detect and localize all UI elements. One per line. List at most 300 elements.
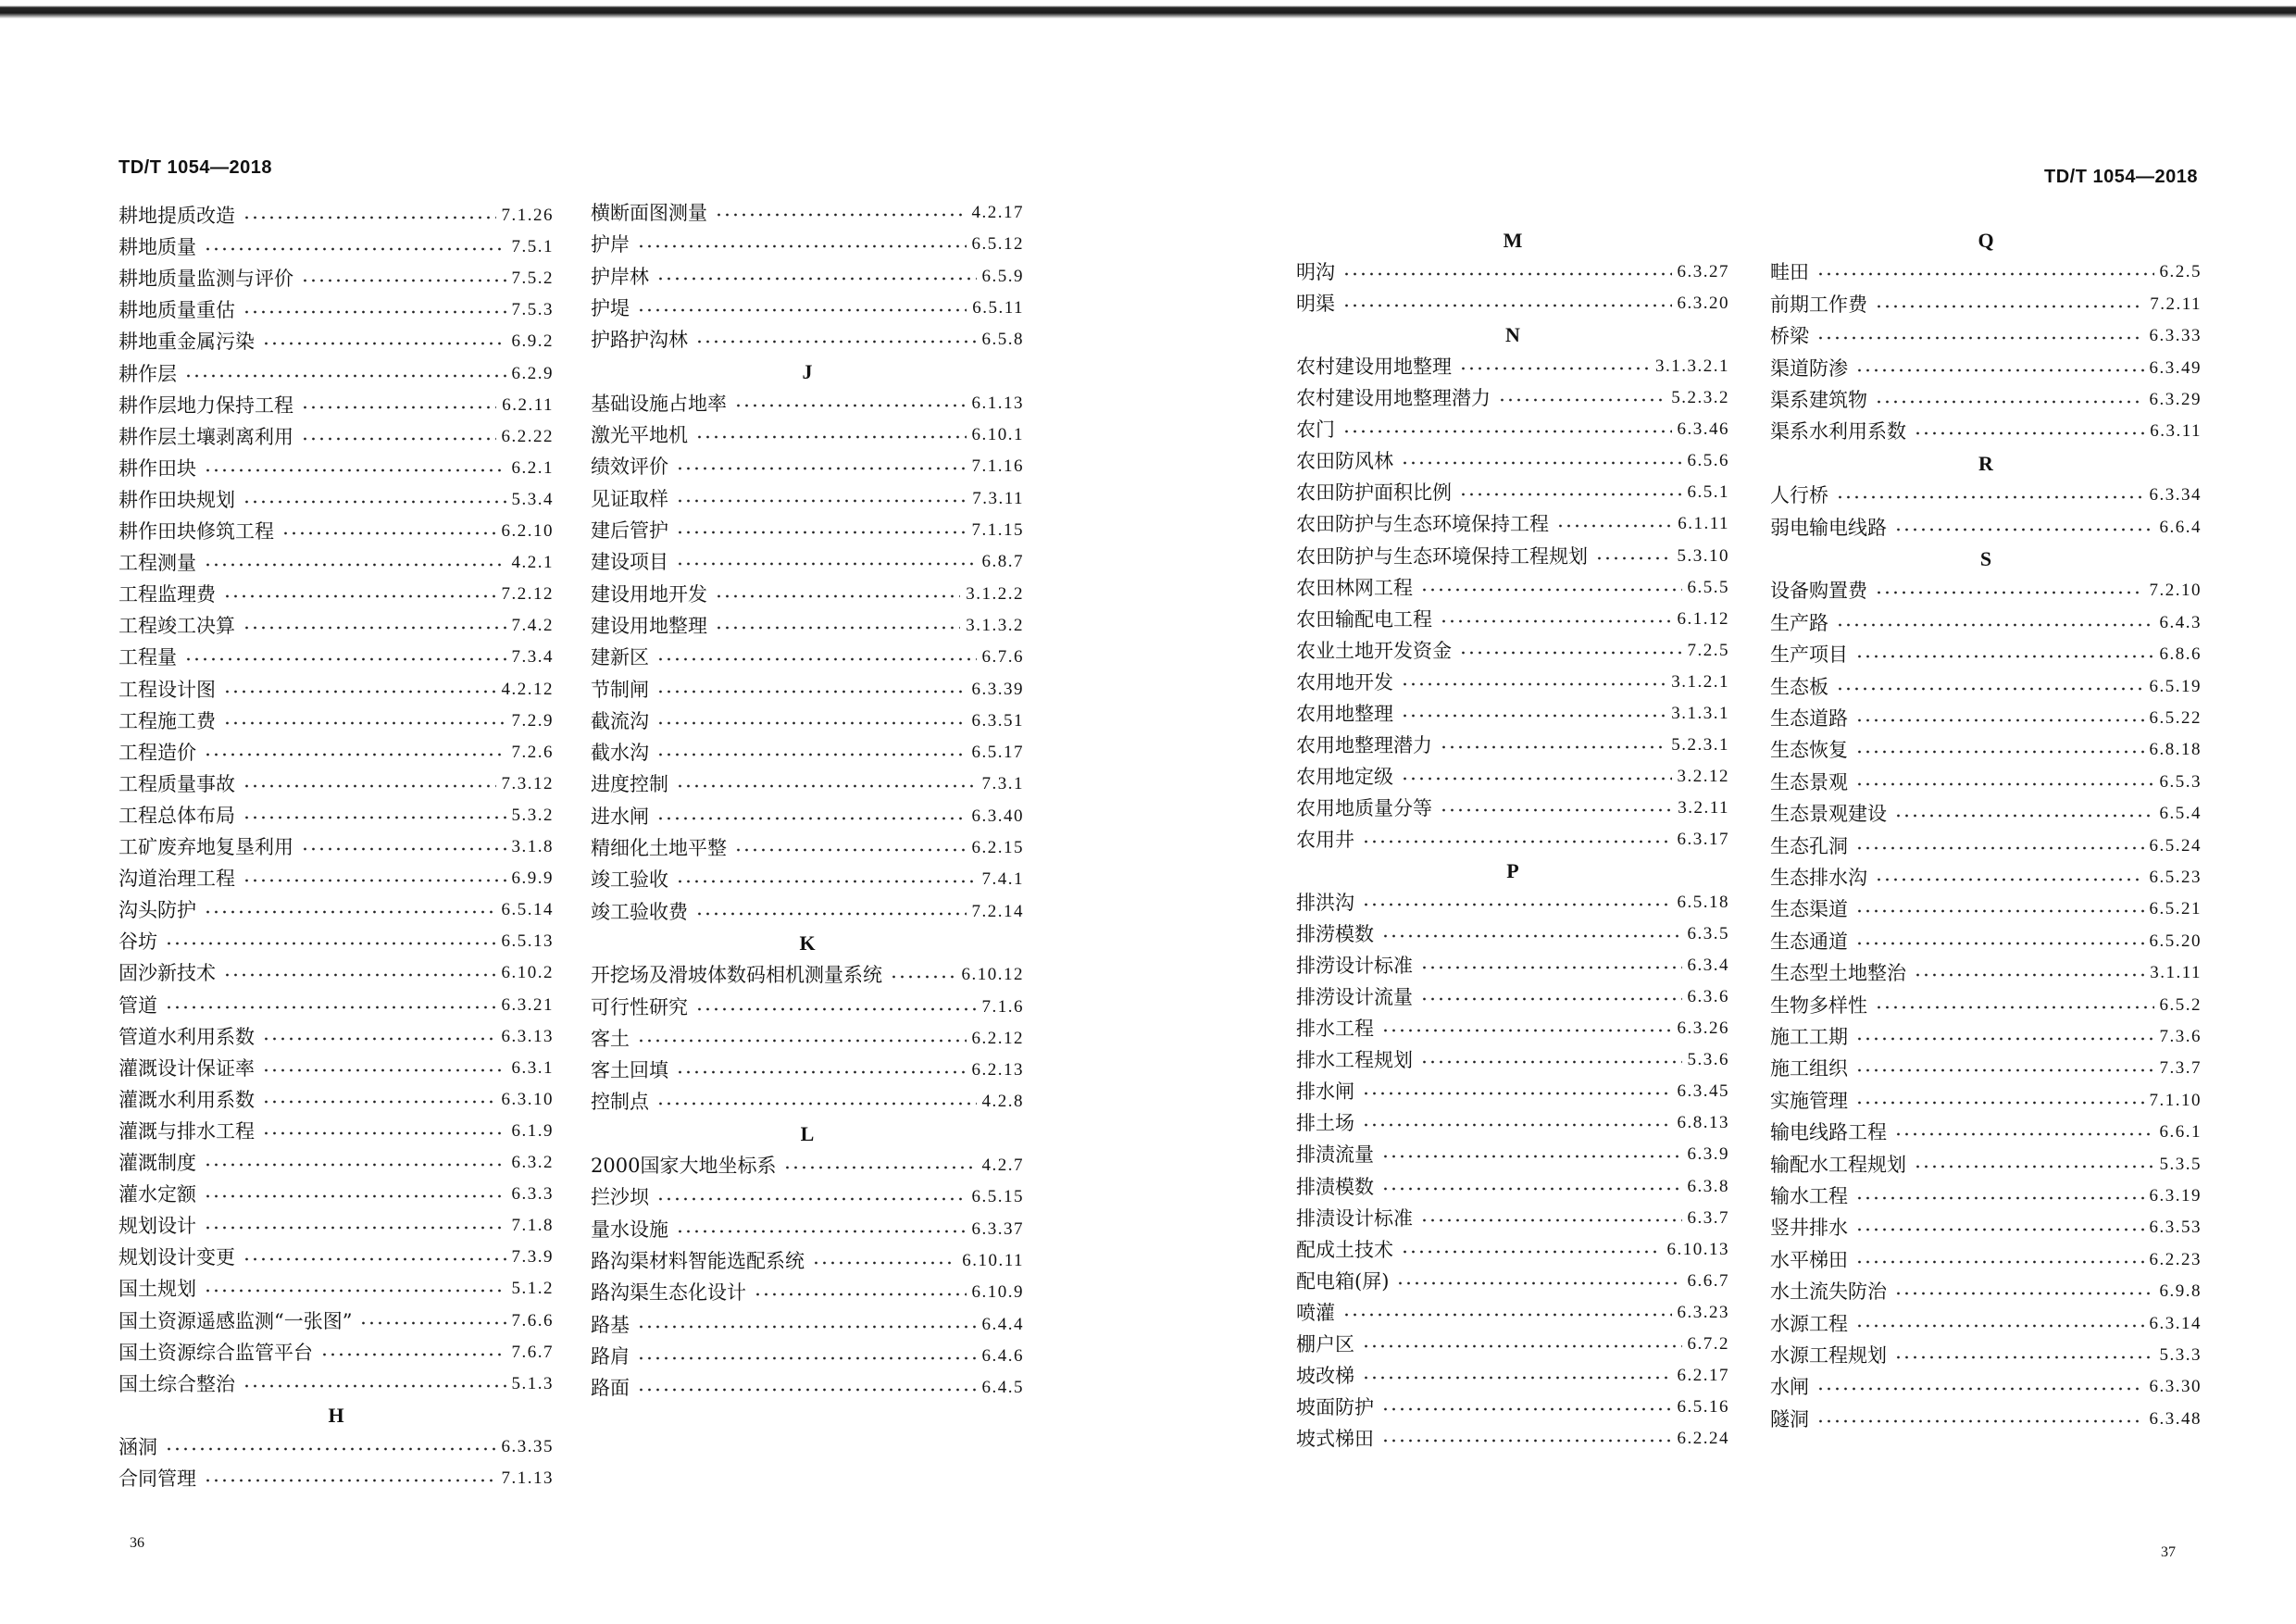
index-term: 输水工程: [1770, 1185, 1848, 1207]
dot-leader: [204, 1477, 496, 1484]
index-term: 路沟渠生态化设计: [591, 1281, 746, 1305]
index-entry: [1296, 1392, 1729, 1423]
section-reference: 6.9.9: [511, 868, 554, 889]
dot-leader: [656, 815, 967, 822]
index-term: 合同管理: [119, 1468, 196, 1490]
index-entry: [119, 800, 554, 831]
index-entry: [119, 453, 554, 484]
index-entry: [591, 451, 1024, 482]
dot-leader: [1855, 1194, 2144, 1202]
index-term: 农用井: [1296, 828, 1354, 851]
dot-leader: [243, 877, 506, 884]
dot-leader: [715, 211, 967, 219]
section-reference: 5.3.4: [511, 489, 554, 509]
dot-leader: [204, 1224, 506, 1231]
index-term: 工程竣工决算: [119, 615, 235, 638]
index-entry: [591, 992, 1024, 1023]
index-entry: [119, 1242, 554, 1273]
index-term: 2000国家大地坐标系: [591, 1155, 777, 1177]
section-reference: 6.5.15: [971, 1187, 1024, 1207]
index-term: 沟头防护: [119, 899, 196, 922]
dot-leader: [243, 498, 506, 506]
index-term: 畦田: [1770, 261, 1809, 284]
index-term: 坡改梯: [1296, 1364, 1354, 1387]
index-term: 耕作层: [119, 362, 177, 385]
section-reference: 6.3.46: [1677, 419, 1729, 440]
index-term: 精细化土地平整: [591, 837, 727, 859]
section-reference: 6.3.53: [2149, 1218, 2202, 1238]
index-term: 路面: [591, 1377, 630, 1400]
section-reference: 6.8.7: [981, 552, 1024, 572]
index-entry: [119, 1021, 554, 1053]
section-reference: 6.2.10: [501, 521, 554, 541]
section-reference: 6.5.6: [1687, 451, 1729, 471]
section-reference: 6.3.45: [1677, 1081, 1729, 1102]
dot-leader: [204, 1193, 506, 1200]
dot-leader: [204, 561, 506, 568]
index-entry: [1296, 1107, 1729, 1139]
section-reference: 6.9.8: [2159, 1281, 2202, 1302]
index-term: 渠系水利用系数: [1770, 420, 1906, 443]
dot-leader: [1440, 806, 1672, 814]
section-reference: 6.5.19: [2149, 676, 2202, 696]
index-term: 灌溉水利用系数: [119, 1088, 255, 1111]
section-reference: 6.3.26: [1677, 1018, 1729, 1039]
dot-leader: [1440, 743, 1666, 751]
index-term: 排渍模数: [1296, 1175, 1374, 1198]
index-entry: [1296, 918, 1729, 950]
dot-leader: [1362, 1374, 1672, 1381]
dot-leader: [754, 1291, 967, 1298]
section-reference: 6.3.21: [501, 994, 554, 1015]
index-term: 耕作田块修筑工程: [119, 520, 274, 543]
dot-leader: [204, 245, 506, 253]
index-entry: [1296, 635, 1729, 667]
index-term: 耕作层地力保持工程: [119, 394, 293, 417]
index-entry: [591, 546, 1024, 578]
index-entry: [1296, 981, 1729, 1013]
dot-leader: [1401, 459, 1682, 467]
index-term: 国土规划: [119, 1278, 196, 1301]
index-term: 护堤: [591, 296, 630, 319]
section-reference: 5.1.3: [511, 1373, 554, 1393]
index-entry: [119, 200, 554, 231]
dot-leader: [695, 433, 967, 441]
section-reference: 6.8.6: [2159, 644, 2202, 665]
index-entry: [591, 229, 1024, 260]
index-entry: [119, 674, 554, 706]
dot-leader: [695, 338, 977, 345]
index-entry: [1770, 1181, 2202, 1212]
index-term: 水源工程: [1770, 1312, 1848, 1335]
index-entry: [1770, 353, 2202, 384]
section-reference: 6.2.5: [2159, 262, 2202, 282]
index-term: 农田防护与生态环境保持工程: [1296, 513, 1549, 536]
index-term: 工程设计图: [119, 678, 216, 701]
index-term: 生态通道: [1770, 930, 1848, 953]
index-entry: [1770, 320, 2202, 352]
index-term: 规划设计: [119, 1215, 196, 1238]
dot-leader: [301, 435, 496, 443]
section-reference: 6.2.13: [971, 1060, 1024, 1081]
index-entry: [119, 863, 554, 894]
section-reference: 6.2.24: [1677, 1428, 1729, 1448]
section-reference: 6.2.15: [971, 838, 1024, 857]
index-term: 耕地质量重估: [119, 299, 235, 322]
index-term: 农村建设用地整理: [1296, 356, 1452, 379]
index-entry: [591, 197, 1024, 229]
dot-leader: [676, 529, 967, 536]
section-reference: 6.6.7: [1687, 1270, 1729, 1291]
index-term: 工程量: [119, 646, 177, 669]
section-reference: 6.8.13: [1677, 1113, 1729, 1133]
dot-leader: [1362, 1121, 1672, 1129]
section-reference: 6.1.9: [511, 1120, 554, 1141]
section-letter: Q: [1978, 229, 1994, 252]
index-term: 工程质量事故: [119, 772, 235, 795]
section-reference: 7.2.6: [511, 742, 554, 762]
dot-leader: [1855, 844, 2144, 852]
dot-leader: [1401, 681, 1666, 688]
index-term: 生物多样性: [1770, 993, 1867, 1017]
index-entry: [591, 579, 1024, 610]
dot-leader: [1914, 971, 2144, 979]
index-entry: [591, 674, 1024, 706]
dot-leader: [1855, 367, 2144, 374]
section-reference: 6.10.11: [962, 1250, 1024, 1270]
dot-leader: [656, 688, 967, 695]
index-term: 生态景观: [1770, 770, 1848, 793]
index-term: 建后管护: [591, 519, 668, 542]
section-reference: 6.3.10: [501, 1089, 554, 1109]
dot-leader: [1914, 1163, 2154, 1170]
section-reference: 7.2.12: [501, 584, 554, 605]
index-term: 农村建设用地整理潜力: [1296, 387, 1491, 410]
index-term: 工矿废弃地复垦利用: [119, 836, 293, 858]
index-term: 激光平地机: [591, 424, 688, 447]
index-entry: [119, 516, 554, 547]
dot-leader: [204, 1161, 506, 1168]
section-reference: 6.3.29: [2149, 390, 2202, 409]
section-reference: 5.2.3.2: [1671, 388, 1729, 408]
section-reference: 3.2.11: [1678, 797, 1729, 818]
section-reference: 6.3.17: [1677, 829, 1729, 849]
section-reference: 5.3.3: [2159, 1345, 2202, 1365]
index-term: 渠道防渗: [1770, 356, 1848, 380]
index-term: 工程施工费: [119, 709, 216, 732]
index-entry: [119, 263, 554, 294]
left-page-header: TD/T 1054—2018: [119, 157, 272, 178]
index-entry: [1296, 950, 1729, 981]
dot-leader: [1855, 940, 2144, 947]
section-reference: 7.1.8: [511, 1216, 554, 1236]
section-reference: 6.3.49: [2149, 357, 2202, 378]
section-reference: 5.3.5: [2159, 1154, 2202, 1174]
index-term: 农用地定级: [1296, 765, 1393, 788]
section-reference: 6.5.23: [2149, 868, 2202, 887]
dot-leader: [204, 908, 496, 916]
section-reference: 6.5.8: [981, 330, 1024, 350]
index-entry: [1770, 416, 2202, 447]
index-entry: [1770, 512, 2202, 543]
dot-leader: [1836, 621, 2154, 629]
index-term: 建设用地开发: [591, 582, 707, 606]
index-entry: [119, 1463, 554, 1494]
index-term: 生态孔洞: [1770, 834, 1848, 857]
index-term: 排土场: [1296, 1112, 1354, 1135]
dot-leader: [1342, 302, 1672, 309]
dot-leader: [1362, 838, 1672, 845]
section-reference: 6.5.21: [2149, 899, 2202, 919]
index-entry: [1770, 480, 2202, 511]
index-entry: [1770, 1244, 2202, 1276]
scan-top-edge: [0, 0, 2296, 20]
index-term: 耕作层土壤剥离利用: [119, 425, 293, 448]
section-reference: 6.3.37: [971, 1218, 1024, 1239]
index-term: 量水设施: [591, 1218, 668, 1241]
index-term: 实施管理: [1770, 1089, 1848, 1112]
index-entry: [1770, 1021, 2202, 1053]
section-reference: 7.1.6: [981, 996, 1024, 1017]
index-term: 护路护沟林: [591, 329, 688, 352]
section-reference: 6.3.51: [971, 710, 1024, 731]
index-entry: [1296, 508, 1729, 540]
section-reference: 6.5.4: [2159, 804, 2202, 824]
section-reference: 7.3.12: [501, 773, 554, 793]
index-term: 耕地质量监测与评价: [119, 268, 293, 291]
index-entry: [1296, 1234, 1729, 1266]
index-entry: [119, 610, 554, 642]
section-reference: 6.4.4: [981, 1314, 1024, 1334]
section-letter: P: [1506, 859, 1519, 882]
index-entry: [1296, 1171, 1729, 1203]
index-term: 生产项目: [1770, 643, 1848, 667]
section-reference: 4.2.1: [511, 553, 554, 573]
dot-leader: [1816, 1385, 2144, 1393]
index-entry: [1296, 1266, 1729, 1297]
index-term: 进度控制: [591, 773, 668, 796]
dot-leader: [1420, 586, 1682, 593]
dot-leader: [1875, 398, 2144, 406]
index-term: 水平梯田: [1770, 1248, 1848, 1271]
index-entry: [591, 1341, 1024, 1372]
section-letter: J: [802, 359, 813, 383]
section-reference: 6.3.8: [1687, 1176, 1729, 1196]
index-entry: [119, 547, 554, 579]
index-term: 排涝设计流量: [1296, 986, 1413, 1009]
index-term: 管道水利用系数: [119, 1025, 255, 1048]
section-reference: 7.1.10: [2149, 1090, 2202, 1110]
index-entry: [119, 390, 554, 421]
dot-leader: [1342, 1311, 1672, 1318]
section-reference: 6.10.12: [961, 965, 1024, 985]
section-letter: K: [799, 931, 816, 955]
index-term: 建设项目: [591, 551, 668, 574]
dot-leader: [1855, 1099, 2144, 1106]
section-reference: 6.2.1: [511, 457, 554, 478]
index-term: 喷灌: [1296, 1301, 1335, 1324]
right-page-header: TD/T 1054—2018: [2044, 167, 2198, 187]
dot-leader: [656, 656, 977, 663]
index-term: 工程监理费: [119, 583, 216, 606]
index-entry: [591, 1181, 1024, 1213]
index-term: 涵洞: [119, 1435, 157, 1458]
section-reference: 6.3.19: [2149, 1186, 2202, 1206]
index-term: 灌溉制度: [119, 1152, 196, 1174]
section-reference: 7.2.11: [2150, 294, 2202, 314]
index-entry: [591, 959, 1024, 991]
index-term: 谷坊: [119, 931, 157, 954]
index-term: 排渍流量: [1296, 1143, 1374, 1167]
index-entry: [1296, 1203, 1729, 1234]
section-reference: 6.5.2: [2159, 994, 2202, 1015]
index-entry: [119, 1368, 554, 1400]
dot-leader: [1855, 1067, 2154, 1074]
index-entry: [1296, 1423, 1729, 1455]
index-entry: [1296, 1139, 1729, 1170]
index-term: 坡面防护: [1296, 1395, 1374, 1418]
section-reference: 7.1.26: [501, 206, 554, 225]
section-reference: 6.3.4: [1687, 956, 1729, 976]
section-reference: 6.10.9: [971, 1282, 1024, 1303]
index-term: 耕地提质改造: [119, 205, 235, 227]
index-term: 棚户区: [1296, 1332, 1354, 1355]
section-reference: 6.3.30: [2149, 1377, 2202, 1397]
index-entry: [119, 1273, 554, 1305]
dot-leader: [1498, 396, 1666, 404]
index-entry: [119, 1337, 554, 1368]
dot-leader: [637, 1355, 977, 1362]
dot-leader: [184, 656, 506, 663]
index-entry: [119, 421, 554, 453]
index-entry: [1770, 1085, 2202, 1117]
index-term: 灌水定额: [119, 1183, 196, 1206]
index-entry: [1770, 256, 2202, 288]
dot-leader: [715, 593, 960, 600]
dot-leader: [204, 1287, 506, 1294]
dot-leader: [1855, 1322, 2144, 1330]
index-entry: [119, 1084, 554, 1116]
index-entry: [1770, 1117, 2202, 1148]
index-term: 弱电输电线路: [1770, 516, 1887, 539]
section-reference: 6.5.3: [2159, 771, 2202, 792]
section-reference: 6.5.20: [2149, 931, 2202, 951]
dot-leader: [262, 340, 506, 347]
index-entry: [1770, 289, 2202, 320]
index-entry: [119, 642, 554, 673]
index-term: 截流沟: [591, 709, 649, 732]
section-letter: M: [1503, 229, 1523, 252]
section-reference: 6.3.23: [1677, 1302, 1729, 1322]
dot-leader: [1894, 1290, 2154, 1297]
index-entry: [119, 957, 554, 989]
index-entry: [119, 358, 554, 390]
section-reference: 6.3.6: [1687, 987, 1729, 1007]
index-term: 农田输配电工程: [1296, 607, 1432, 631]
section-letter: N: [1505, 323, 1520, 347]
section-reference: 3.1.2.2: [966, 583, 1024, 604]
index-entry: [1770, 384, 2202, 416]
section-reference: 6.2.9: [511, 363, 554, 383]
index-term: 农田防护面积比例: [1296, 481, 1452, 505]
index-term: 明渠: [1296, 293, 1335, 316]
index-term: 进水闸: [591, 805, 649, 828]
dot-leader: [1855, 1035, 2154, 1043]
index-entry: [591, 419, 1024, 451]
index-entry: [1296, 730, 1729, 761]
dot-leader: [1855, 1258, 2144, 1266]
section-reference: 4.2.7: [981, 1156, 1024, 1175]
index-term: 生态恢复: [1770, 739, 1848, 762]
section-reference: 6.3.39: [971, 679, 1024, 699]
index-entry: [119, 768, 554, 800]
dot-leader: [1420, 1217, 1682, 1224]
section-reference: 7.2.14: [971, 901, 1024, 921]
section-reference: 7.2.9: [511, 710, 554, 731]
index-entry: [119, 706, 554, 737]
index-entry: [119, 231, 554, 263]
dot-leader: [783, 1164, 976, 1171]
index-term: 施工组织: [1770, 1057, 1848, 1081]
index-entry: [1296, 351, 1729, 382]
section-reference: 6.3.14: [2149, 1313, 2202, 1333]
section-reference: 6.1.13: [971, 393, 1024, 413]
section-reference: 6.5.1: [1687, 482, 1729, 503]
index-entry: [119, 484, 554, 516]
index-term: 工程测量: [119, 552, 196, 575]
dot-leader: [1894, 526, 2154, 533]
dot-leader: [262, 1098, 496, 1106]
dot-leader: [656, 1195, 967, 1203]
section-reference: 6.3.34: [2149, 485, 2202, 506]
index-entry: [119, 326, 554, 357]
index-term: 国土资源综合监管平台: [119, 1341, 313, 1364]
index-term: 固沙新技术: [119, 962, 216, 985]
section-reference: 7.3.9: [511, 1247, 554, 1268]
section-reference: 6.3.13: [501, 1026, 554, 1046]
index-entry: [1770, 1308, 2202, 1340]
section-letter: R: [1978, 451, 1993, 475]
dot-leader: [243, 308, 506, 316]
dot-leader: [1894, 1131, 2154, 1138]
index-entry: [1770, 671, 2202, 703]
index-entry: [591, 483, 1024, 515]
index-term: 生态景观建设: [1770, 803, 1887, 826]
index-entry: [591, 1086, 1024, 1118]
dot-leader: [1875, 303, 2144, 310]
index-entry: [591, 864, 1024, 895]
index-entry: [1296, 761, 1729, 793]
section-reference: 7.2.5: [1687, 640, 1729, 660]
index-term: 前期工作费: [1770, 293, 1867, 316]
index-entry: [1296, 824, 1729, 856]
index-entry: [1770, 957, 2202, 989]
index-term: 生产路: [1770, 611, 1828, 634]
index-term: 竣工验收: [591, 868, 668, 892]
index-term: 明沟: [1296, 261, 1335, 284]
index-entry: [1770, 798, 2202, 830]
section-reference: 6.3.27: [1677, 262, 1729, 282]
dot-leader: [223, 719, 506, 727]
index-term: 排洪沟: [1296, 892, 1354, 915]
index-term: 见证取样: [591, 487, 668, 510]
dot-leader: [165, 1004, 496, 1011]
index-term: 耕地质量: [119, 236, 196, 259]
index-term: 横断面图测量: [591, 202, 707, 224]
dot-leader: [676, 497, 967, 505]
index-term: 人行桥: [1770, 484, 1828, 507]
section-reference: 6.3.40: [971, 806, 1024, 826]
